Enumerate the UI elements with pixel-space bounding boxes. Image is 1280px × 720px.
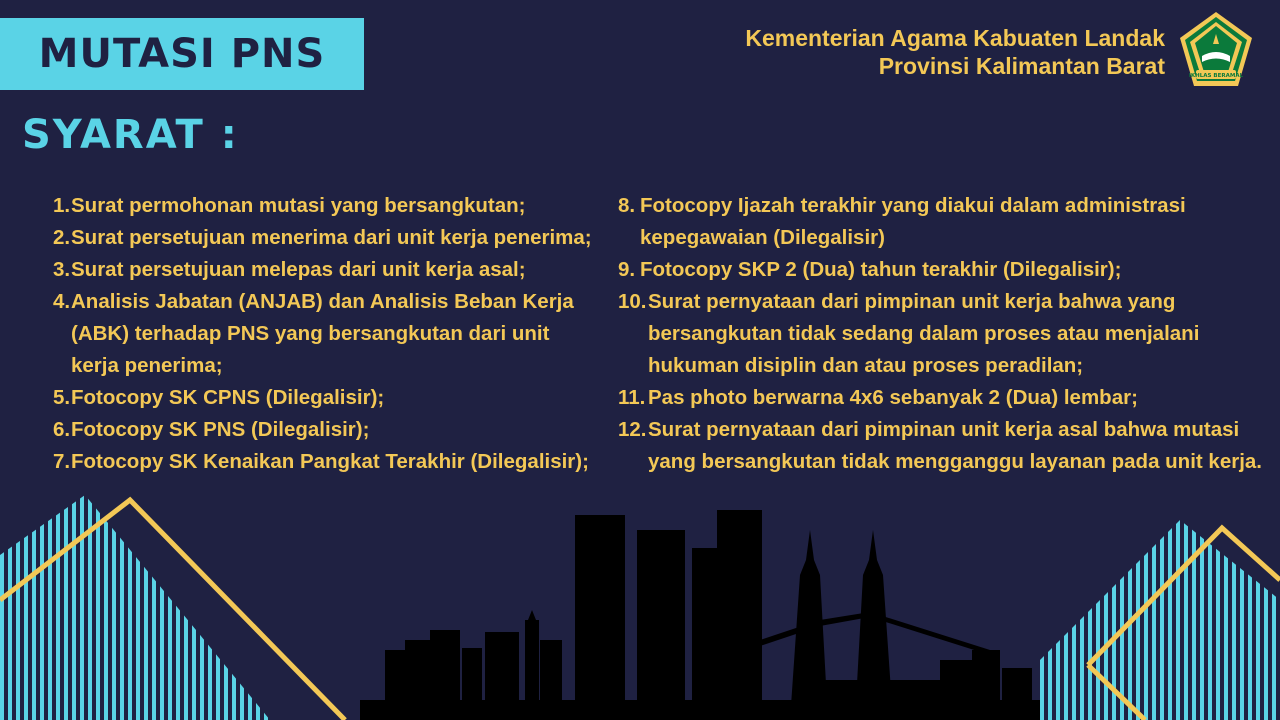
- title-banner: [0, 18, 364, 90]
- requirement-number: 4.: [53, 290, 71, 313]
- organization-name: [745, 24, 1165, 80]
- requirement-text: Fotocopy SK Kenaikan Pangkat Terakhir (Dilegalisir);: [71, 450, 589, 473]
- requirement-text: Analisis Jabatan (ANJAB) dan Analisis Beban Kerja (ABK) terhadap PNS yang bersangkutan dari unit kerja penerima;: [71, 290, 574, 377]
- requirement-number: 9.: [618, 258, 636, 281]
- requirement-text: Surat persetujuan menerima dari unit kerja penerima;: [71, 226, 592, 249]
- requirement-number: 11.: [618, 386, 646, 409]
- requirements-list-left: [53, 190, 598, 478]
- requirement-text: Surat persetujuan melepas dari unit kerja asal;: [71, 258, 526, 281]
- requirement-item: [53, 414, 598, 446]
- requirement-item: [618, 414, 1268, 478]
- requirement-number: 7.: [53, 450, 71, 473]
- requirement-text: Surat pernyataan dari pimpinan unit kerja asal bahwa mutasi yang bersangkutan tidak mengganggu layanan pada unit kerja.: [648, 418, 1262, 473]
- requirement-item: [618, 382, 1268, 414]
- requirement-text: Pas photo berwarna 4x6 sebanyak 2 (Dua) lembar;: [648, 386, 1138, 409]
- org-line-2: Provinsi Kalimantan Barat: [878, 53, 1165, 79]
- requirement-number: 5.: [53, 386, 71, 409]
- requirement-number: 8.: [618, 194, 636, 217]
- requirement-text: Fotocopy SKP 2 (Dua) tahun terakhir (Dilegalisir);: [640, 258, 1122, 281]
- requirement-text: Surat permohonan mutasi yang bersangkutan;: [71, 194, 526, 217]
- striped-triangle-left: [0, 480, 284, 720]
- decorative-background: [0, 480, 1280, 720]
- section-heading: SYARAT :: [22, 112, 239, 158]
- org-line-1: Kementerian Agama Kabuaten Landak: [745, 25, 1165, 51]
- requirement-number: 10.: [618, 290, 647, 313]
- requirement-item: [53, 254, 598, 286]
- page-title: MUTASI PNS: [38, 31, 326, 77]
- requirement-text: Fotocopy Ijazah terakhir yang diakui dalam administrasi kepegawaian (Dilegalisir): [640, 194, 1186, 249]
- requirement-text: Fotocopy SK CPNS (Dilegalisir);: [71, 386, 385, 409]
- requirement-item: [618, 254, 1268, 286]
- requirement-item: [618, 286, 1268, 382]
- requirements-list-right: [618, 190, 1268, 478]
- kemenag-emblem-icon: [1176, 10, 1256, 90]
- requirement-number: 6.: [53, 418, 71, 441]
- requirement-number: 1.: [53, 194, 71, 217]
- requirement-text: Fotocopy SK PNS (Dilegalisir);: [71, 418, 370, 441]
- requirement-item: [53, 286, 598, 382]
- requirement-item: [53, 190, 598, 222]
- requirement-item: [53, 446, 598, 478]
- requirement-item: [53, 382, 598, 414]
- requirement-item: [53, 222, 598, 254]
- logo-motto: IKHLAS BERAMAL: [1188, 73, 1244, 79]
- requirement-number: 2.: [53, 226, 71, 249]
- requirement-number: 12.: [618, 418, 647, 441]
- requirement-item: [618, 190, 1268, 254]
- city-skyline-silhouette: [360, 510, 1040, 720]
- requirement-text: Surat pernyataan dari pimpinan unit kerja bahwa yang bersangkutan tidak sedang dalam proses atau menjalani hukuman disiplin dan atau proses peradilan;: [648, 290, 1200, 377]
- striped-triangle-right: [1040, 480, 1280, 720]
- requirement-number: 3.: [53, 258, 71, 281]
